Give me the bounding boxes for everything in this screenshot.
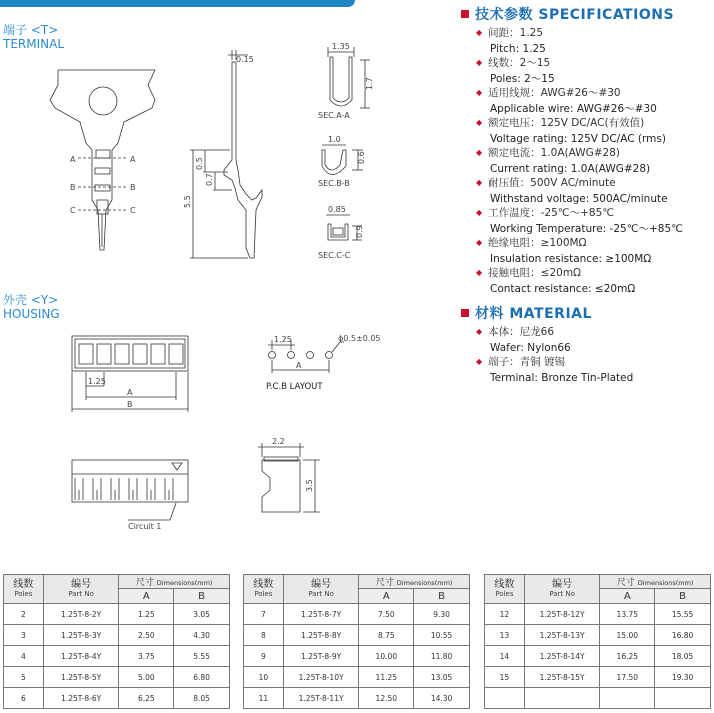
terminal-side-view	[190, 50, 262, 258]
spec-item-en: Contact resistance: ≤20mΩ	[490, 282, 636, 295]
cell-b: 4.30	[174, 625, 230, 646]
pcb-layout	[268, 340, 344, 373]
cell-a: 13.75	[600, 604, 655, 625]
cell-poles: 10	[244, 667, 284, 688]
spec-item-en: Voltage rating: 125V DC/AC (rms)	[490, 132, 666, 145]
diamond-bullet-icon: ◆	[476, 357, 483, 366]
cell-b: 13.05	[414, 667, 470, 688]
spec-item-en: Working Temperature: -25℃～+85℃	[490, 222, 683, 235]
spec-item-en: Withstand voltage: 500AC/minute	[490, 192, 668, 205]
housing-title-en: HOUSING	[3, 307, 60, 321]
col-dimensions: 尺寸 Dimensions(mm)	[119, 575, 230, 589]
diamond-bullet-icon: ◆	[476, 58, 483, 67]
cell-poles	[485, 688, 525, 709]
material-title: 材料 MATERIAL	[461, 303, 711, 323]
cell-b	[655, 688, 711, 709]
dim-06: 0.6	[357, 151, 366, 164]
sec-bb-label: SEC.B-B	[318, 179, 350, 188]
square-bullet-icon	[461, 10, 469, 18]
cell-part: 1.25T-8-3Y	[43, 625, 119, 646]
cell-part: 1.25T-8-6Y	[43, 688, 119, 709]
col-a: A	[359, 589, 414, 604]
spec-item-en: Insulation resistance: ≥100MΩ	[490, 252, 652, 265]
dim-pitch: 1.25	[88, 377, 106, 386]
col-poles: 线数 Poles	[244, 575, 284, 604]
spec-item-cn: ◆ 额定电压：125V DC/AC(有效值)	[476, 117, 645, 129]
dim-07: 0.7	[205, 173, 214, 186]
cell-a: 11.25	[359, 667, 414, 688]
table-row	[4, 667, 230, 688]
cell-b: 14.30	[414, 688, 470, 709]
housing-title-cn: 外壳 <Y>	[3, 293, 59, 307]
cell-part: 1.25T-8-8Y	[283, 625, 359, 646]
specs-title: 技术参数 SPECIFICATIONS	[461, 4, 711, 24]
material	[461, 303, 711, 385]
col-dimensions: 尺寸 Dimensions(mm)	[600, 575, 711, 589]
cell-poles: 11	[244, 688, 284, 709]
cell-a: 1.25	[119, 604, 174, 625]
pcb-pitch: 1.25	[274, 335, 292, 344]
diamond-bullet-icon: ◆	[476, 268, 483, 277]
part-table	[243, 574, 470, 709]
specifications	[461, 4, 711, 296]
cell-a: 2.50	[119, 625, 174, 646]
cell-part: 1.25T-8-13Y	[524, 625, 600, 646]
cell-a: 5.00	[119, 667, 174, 688]
dim-a: A	[127, 388, 133, 397]
diamond-bullet-icon: ◆	[476, 208, 483, 217]
sec-aa-label: SEC.A-A	[318, 111, 350, 120]
table-row	[4, 646, 230, 667]
table-row	[4, 688, 230, 709]
dim-35: 3.5	[305, 479, 314, 492]
diamond-bullet-icon: ◆	[476, 148, 483, 157]
cell-poles: 12	[485, 604, 525, 625]
pcb-layout-label: P.C.B LAYOUT	[266, 382, 323, 392]
cell-part: 1.25T-8-15Y	[524, 667, 600, 688]
label-c-left: C	[70, 206, 76, 215]
table-row	[244, 667, 470, 688]
table-row	[244, 646, 470, 667]
table-row	[485, 625, 711, 646]
cell-a: 16.25	[600, 646, 655, 667]
dim-085: 0.85	[328, 205, 346, 214]
spec-item-en: Applicable wire: AWG#26～#30	[490, 102, 657, 115]
cell-part: 1.25T-8-14Y	[524, 646, 600, 667]
pcb-dim-a: A	[296, 361, 302, 370]
label-a-left: A	[70, 155, 76, 164]
col-b: B	[174, 589, 230, 604]
table-row	[4, 604, 230, 625]
dim-b: B	[127, 400, 133, 409]
cell-poles: 9	[244, 646, 284, 667]
spec-item-cn: ◆ 接触电阻：≤20mΩ	[476, 267, 582, 279]
col-a: A	[600, 589, 655, 604]
spec-item-cn: ◆ 线数：2～15	[476, 57, 551, 69]
housing-top-view	[72, 460, 188, 520]
diamond-bullet-icon: ◆	[476, 88, 483, 97]
dim-09: 0.9	[355, 225, 364, 238]
cell-poles: 8	[244, 625, 284, 646]
table-row	[244, 625, 470, 646]
cell-part: 1.25T-8-7Y	[283, 604, 359, 625]
col-poles: 线数 Poles	[4, 575, 44, 604]
dim-22: 2.2	[272, 437, 285, 446]
cell-poles: 6	[4, 688, 44, 709]
sec-cc-label: SEC.C-C	[318, 251, 351, 260]
col-b: B	[655, 589, 711, 604]
cell-b: 16.80	[655, 625, 711, 646]
col-part: 编号 Part No	[283, 575, 359, 604]
cell-part	[524, 688, 600, 709]
cell-b: 15.55	[655, 604, 711, 625]
cell-poles: 2	[4, 604, 44, 625]
cell-a: 7.50	[359, 604, 414, 625]
terminal-front-view	[50, 70, 155, 250]
cell-b: 11.80	[414, 646, 470, 667]
diamond-bullet-icon: ◆	[476, 238, 483, 247]
spec-item-cn: ◆ 绝缘电阻：≥100MΩ	[476, 237, 587, 249]
label-c-right: C	[130, 206, 136, 215]
technical-drawing	[0, 0, 450, 545]
col-a: A	[119, 589, 174, 604]
cell-a: 15.00	[600, 625, 655, 646]
cell-b: 19.30	[655, 667, 711, 688]
diamond-bullet-icon: ◆	[476, 178, 483, 187]
dim-135: 1.35	[332, 42, 350, 51]
col-b: B	[414, 589, 470, 604]
spec-item-en: Pitch: 1.25	[490, 42, 546, 55]
spec-item-en: Poles: 2～15	[490, 72, 555, 85]
spec-item-cn: ◆ 耐压值：500V AC/minute	[476, 177, 616, 189]
cell-poles: 13	[485, 625, 525, 646]
dim-17: 1.7	[365, 77, 374, 90]
housing-side-view	[258, 443, 320, 512]
cell-a: 8.75	[359, 625, 414, 646]
cell-a: 6.25	[119, 688, 174, 709]
table-row	[244, 688, 470, 709]
table-row	[485, 646, 711, 667]
spec-item-cn: ◆ 额定电流：1.0A(AWG#28)	[476, 147, 621, 159]
cell-b: 9.30	[414, 604, 470, 625]
table-row	[485, 688, 711, 709]
pcb-hole: ϕ0.5±0.05	[338, 334, 381, 343]
cell-part: 1.25T-8-4Y	[43, 646, 119, 667]
spec-item-cn: ◆ 本体：尼龙66	[476, 326, 555, 338]
cell-poles: 15	[485, 667, 525, 688]
label-b-right: B	[130, 183, 136, 192]
cell-part: 1.25T-8-10Y	[283, 667, 359, 688]
label-b-left: B	[70, 183, 76, 192]
spec-item-cn: ◆ 端子：青铜 镀锡	[476, 356, 565, 368]
cell-poles: 7	[244, 604, 284, 625]
cell-part: 1.25T-8-12Y	[524, 604, 600, 625]
table-row	[4, 625, 230, 646]
terminal-title-en: TERMINAL	[3, 37, 65, 51]
diamond-bullet-icon: ◆	[476, 28, 483, 37]
diamond-bullet-icon: ◆	[476, 327, 483, 336]
part-table	[484, 574, 711, 709]
cell-b: 10.55	[414, 625, 470, 646]
diamond-bullet-icon: ◆	[476, 118, 483, 127]
table-row	[485, 667, 711, 688]
cell-b: 8.05	[174, 688, 230, 709]
spec-item-en: Wafer: Nylon66	[490, 341, 571, 354]
dim-05: 0.5	[195, 157, 204, 170]
col-part: 编号 Part No	[524, 575, 600, 604]
spec-item-cn: ◆ 工作温度：-25℃～+85℃	[476, 207, 615, 219]
cell-poles: 14	[485, 646, 525, 667]
col-part: 编号 Part No	[43, 575, 119, 604]
table-row	[485, 604, 711, 625]
dim-55: 5.5	[183, 195, 192, 208]
label-a-right: A	[130, 155, 136, 164]
section-aa	[328, 47, 370, 108]
terminal-title-cn: 端子 <T>	[3, 23, 59, 37]
square-bullet-icon	[461, 309, 469, 317]
spec-item-en: Current rating: 1.0A(AWG#28)	[490, 162, 651, 175]
cell-b: 6.80	[174, 667, 230, 688]
col-dimensions: 尺寸 Dimensions(mm)	[359, 575, 470, 589]
table-row	[244, 604, 470, 625]
cell-poles: 5	[4, 667, 44, 688]
col-poles: 线数 Poles	[485, 575, 525, 604]
cell-part: 1.25T-8-9Y	[283, 646, 359, 667]
cell-a: 12.50	[359, 688, 414, 709]
spec-item-cn: ◆ 间距：1.25	[476, 27, 544, 39]
dim-10: 1.0	[328, 135, 341, 144]
cell-part: 1.25T-8-5Y	[43, 667, 119, 688]
cell-part: 1.25T-8-2Y	[43, 604, 119, 625]
cell-a: 10.00	[359, 646, 414, 667]
cell-b: 5.55	[174, 646, 230, 667]
part-table	[3, 574, 230, 709]
cell-b: 3.05	[174, 604, 230, 625]
cell-b: 18.05	[655, 646, 711, 667]
cell-poles: 4	[4, 646, 44, 667]
cell-poles: 3	[4, 625, 44, 646]
cell-a	[600, 688, 655, 709]
circuit-label: Circuit 1	[128, 522, 162, 531]
cell-part: 1.25T-8-11Y	[283, 688, 359, 709]
spec-item-cn: ◆ 适用线规：AWG#26～#30	[476, 87, 621, 99]
cell-a: 3.75	[119, 646, 174, 667]
dim-015: 0.15	[236, 55, 254, 64]
cell-a: 17.50	[600, 667, 655, 688]
spec-item-en: Terminal: Bronze Tin-Plated	[490, 371, 634, 384]
